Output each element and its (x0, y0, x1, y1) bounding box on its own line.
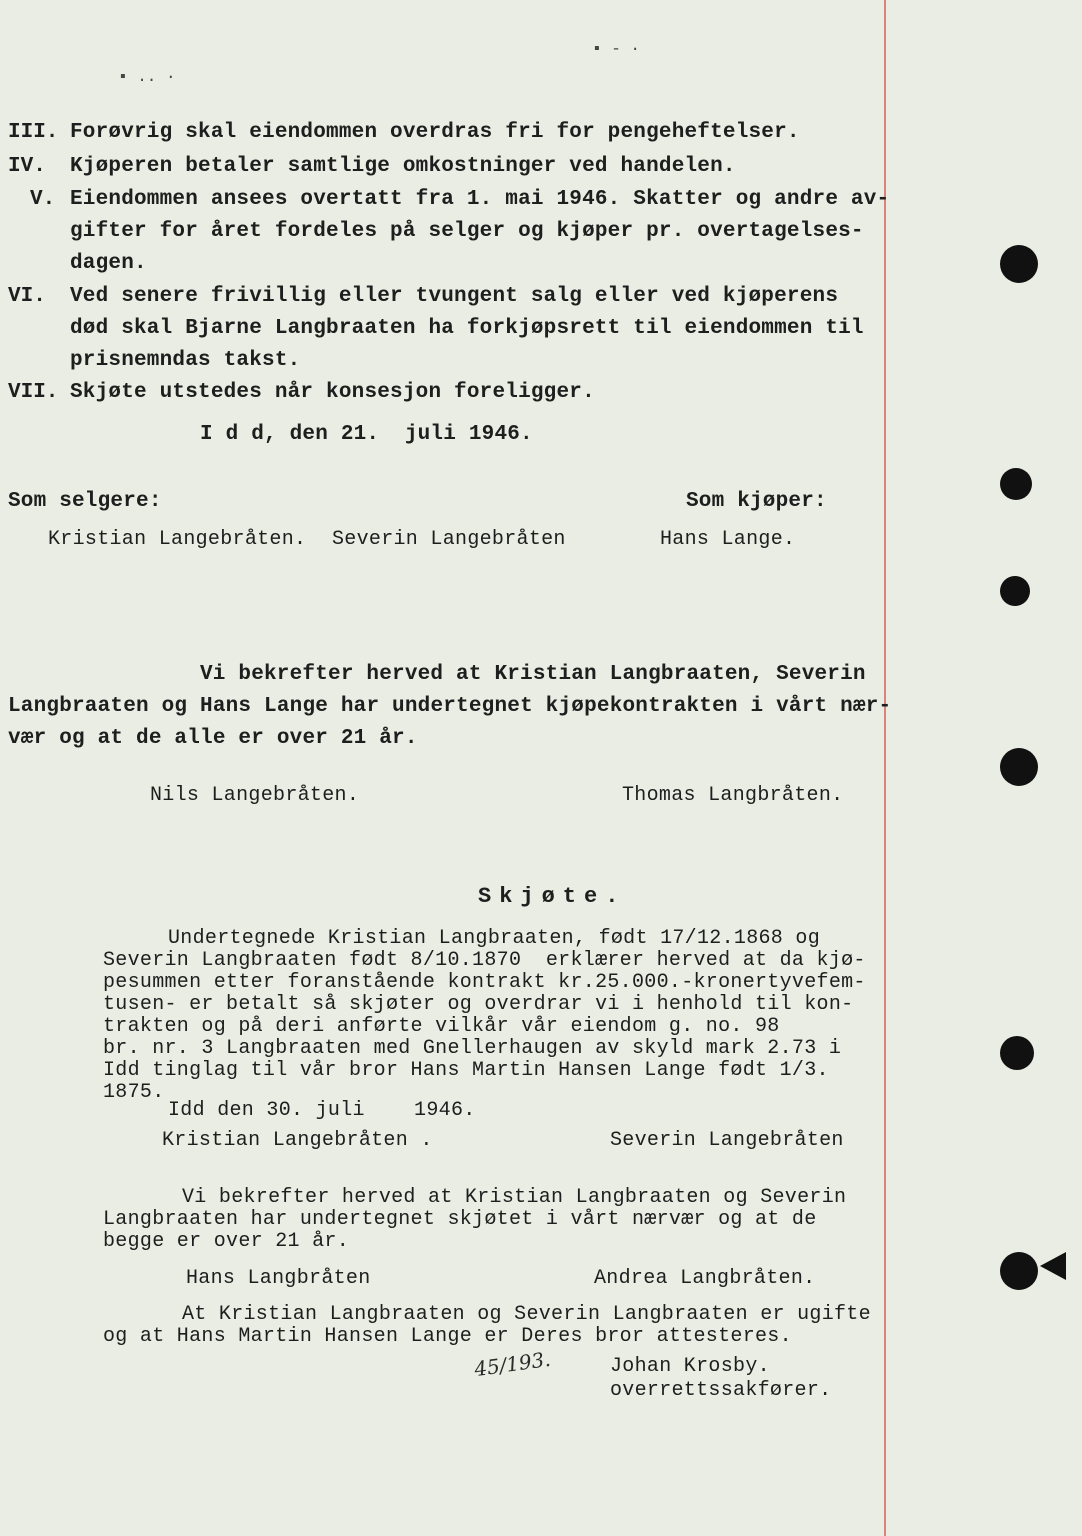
witness-statement-line: vær og at de alle er over 21 år. (8, 727, 418, 750)
clause-numeral: VI. (8, 285, 46, 308)
attest-line: At Kristian Langbraaten og Severin Langbraaten er ugifte (182, 1303, 871, 1326)
punch-hole-icon (1000, 576, 1030, 606)
witness-2-line: Vi bekrefter herved at Kristian Langbraaten og Severin (182, 1186, 847, 1209)
deed-signature: Kristian Langebråten . (162, 1129, 433, 1152)
punch-hole-icon (1000, 1252, 1038, 1290)
witness-statement-line: Vi bekrefter herved at Kristian Langbraaten, Severin (200, 663, 866, 686)
witness-signature: Nils Langebråten. (150, 784, 360, 807)
seller-signature: Severin Langebråten (332, 528, 566, 551)
clause-numeral: IV. (8, 155, 46, 178)
deed-line: pesummen etter foranstående kontrakt kr.25.000.-kronertyvefem- (103, 971, 866, 994)
punch-hole-icon (1000, 245, 1038, 283)
deed-line: Severin Langbraaten født 8/10.1870 erklærer herved at da kjø- (103, 949, 866, 972)
deed-title: Skjøte. (478, 884, 627, 909)
deed-line: tusen- er betalt så skjøter og overdrar vi i henhold til kon- (103, 993, 854, 1016)
punch-hole-icon (1000, 748, 1038, 786)
contract-date-line: I d d, den 21. juli 1946. (200, 423, 533, 446)
witness-2-signature: Hans Langbråten (186, 1267, 371, 1290)
seller-signature: Kristian Langebråten. (48, 528, 307, 551)
clause-iii: Forøvrig skal eiendommen overdras fri for pengeheftelser. (70, 121, 800, 144)
clause-vi-line: prisnemndas takst. (70, 349, 301, 372)
deed-line: 1875. (103, 1081, 165, 1104)
clause-vi-line: død skal Bjarne Langbraaten ha forkjøpsrett til eiendommen til (70, 317, 864, 340)
witness-2-line: Langbraaten har undertegnet skjøtet i vårt nærvær og at de (103, 1208, 817, 1231)
attester-name: Johan Krosby. (610, 1355, 770, 1378)
speck: ▪ .. · (118, 68, 176, 86)
deed-line: Idd tinglag til vår bror Hans Martin Hansen Lange født 1/3. (103, 1059, 829, 1082)
clause-v-line: gifter for året fordeles på selger og kjøper pr. overtagelses- (70, 220, 864, 243)
clause-numeral: V. (30, 188, 56, 211)
deed-date: Idd den 30. juli 1946. (168, 1099, 476, 1122)
attester-title: overrettssakfører. (610, 1379, 832, 1402)
buyer-label: Som kjøper: (686, 490, 827, 513)
deed-line: Undertegnede Kristian Langbraaten, født 17/12.1868 og (168, 927, 821, 950)
red-margin-line (884, 0, 886, 1536)
clause-vi-line: Ved senere frivillig eller tvungent salg eller ved kjøperens (70, 285, 839, 308)
punch-hole-icon (1000, 1036, 1034, 1070)
handwritten-note: 45/193. (472, 1346, 553, 1382)
buyer-signature: Hans Lange. (660, 528, 796, 551)
witness-2-signature: Andrea Langbråten. (594, 1267, 816, 1290)
punch-hole-icon (1000, 468, 1032, 500)
deed-signature: Severin Langebråten (610, 1129, 844, 1152)
clause-vii: Skjøte utstedes når konsesjon foreligger. (70, 381, 595, 404)
speck: ▪ - · (592, 40, 641, 58)
clause-numeral: VII. (8, 381, 59, 404)
witness-2-line: begge er over 21 år. (103, 1230, 350, 1253)
clause-numeral: III. (8, 121, 59, 144)
deed-line: br. nr. 3 Langbraaten med Gnellerhaugen av skyld mark 2.73 i (103, 1037, 842, 1060)
sellers-label: Som selgere: (8, 490, 162, 513)
deed-line: trakten og på deri anførte vilkår vår eiendom g. no. 98 (103, 1015, 780, 1038)
attest-line: og at Hans Martin Hansen Lange er Deres bror attesteres. (103, 1325, 792, 1348)
clause-v-line: Eiendommen ansees overtatt fra 1. mai 1946. Skatter og andre av- (70, 188, 890, 211)
witness-signature: Thomas Langbråten. (622, 784, 844, 807)
clause-iv: Kjøperen betaler samtlige omkostninger ved handelen. (70, 155, 736, 178)
clause-v-line: dagen. (70, 252, 147, 275)
witness-statement-line: Langbraaten og Hans Lange har undertegnet kjøpekontrakten i vårt nær- (8, 695, 892, 718)
margin-arrow-icon (1040, 1252, 1066, 1280)
